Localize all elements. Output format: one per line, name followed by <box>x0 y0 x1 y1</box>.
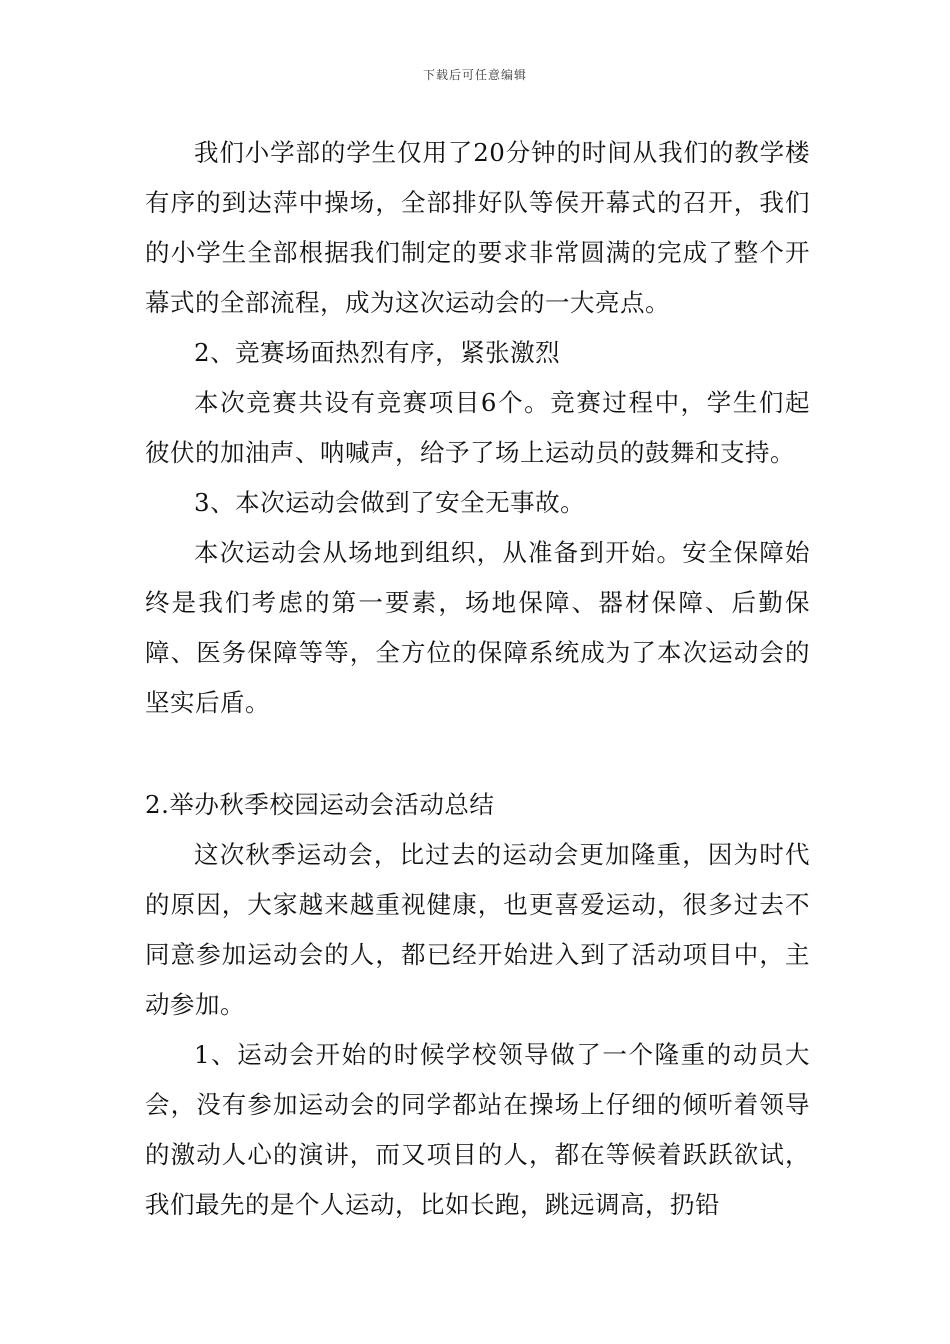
paragraph-point-2: 2、竞赛场面热烈有序，紧张激烈 <box>194 338 561 367</box>
section-title: 2.举办秋季校园运动会活动总结 <box>145 790 495 819</box>
document-body <box>145 128 810 1230</box>
section-spacer <box>145 728 810 780</box>
paragraph-mobilization: 1、运动会开始的时候学校领导做了一个隆重的动员大会，没有参加运动会的同学都站在操场上仔细的倾听着领导的激动人心的演讲，而又项目的人，都在等候着跃跃欲试，我们最先的是个人运动，比如长跑，跳远调高，扔铅 <box>145 1040 810 1219</box>
paragraph-point-3: 3、本次运动会做到了安全无事故。 <box>194 488 586 517</box>
paragraph-safety: 本次运动会从场地到组织，从准备到开始。安全保障始终是我们考虑的第一要素，场地保障、器材保障、后勤保障、医务保障等等，全方位的保障系统成为了本次运动会的坚实后盾。 <box>145 538 810 717</box>
paragraph-competition: 本次竞赛共设有竞赛项目6个。竞赛过程中，学生们起彼伏的加油声、呐喊声，给予了场上运动员的鼓舞和支持。 <box>145 388 810 467</box>
page-header: 下载后可任意编辑 <box>422 68 527 82</box>
paragraph-opening-ceremony: 我们小学部的学生仅用了20分钟的时间从我们的教学楼有序的到达萍中操场，全部排好队等侯开幕式的召开，我们的小学生全部根据我们制定的要求非常圆满的完成了整个开幕式的全部流程，成为这次运动会的一大亮点。 <box>145 138 810 317</box>
paragraph-autumn-games: 这次秋季运动会，比过去的运动会更加隆重，因为时代的原因，大家越来越重视健康，也更喜爱运动，很多过去不同意参加运动会的人，都已经开始进入到了活动项目中，主动参加。 <box>145 840 810 1019</box>
